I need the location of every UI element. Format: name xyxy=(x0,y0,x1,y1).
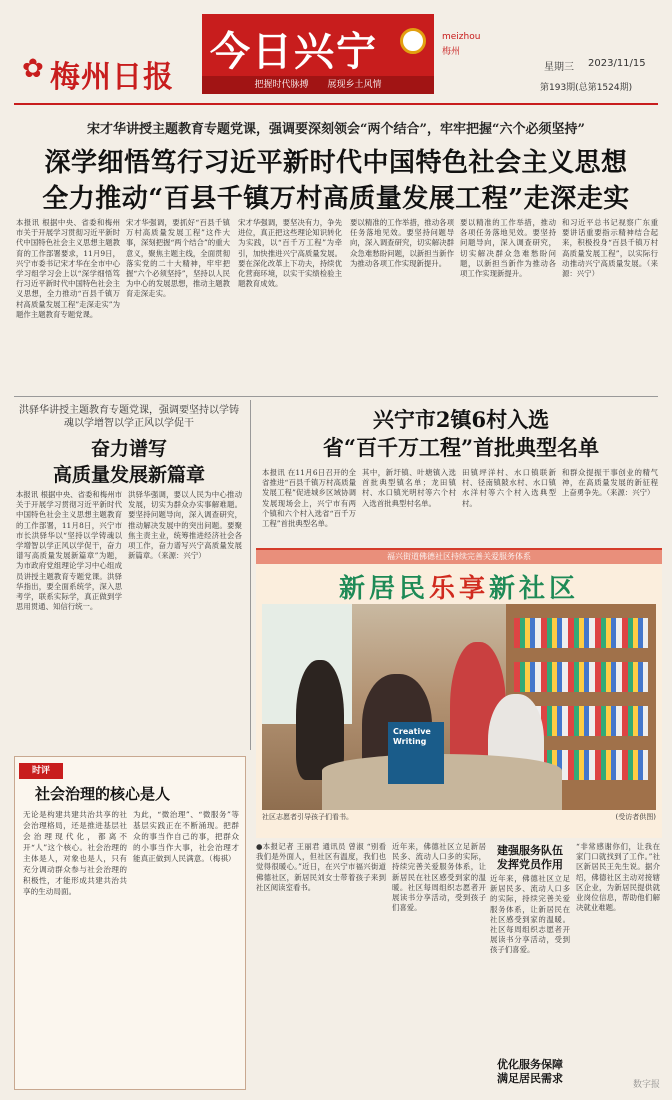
lead-headline-2[interactable]: 全力推动“百县千镇万村高质量发展工程”走深走实 xyxy=(42,184,630,214)
commentary-box xyxy=(14,756,246,1090)
feature-subhead-2b: 满足居民需求 xyxy=(497,1072,563,1085)
lead-column-5b: 要以精准的工作举措，推动各项任务落地见效。要坚持问题导向，深入调查研究，切实解决群众急难愁盼问题，以新担当新作为推动各项工作实现新提升。 xyxy=(460,218,556,279)
feature-subhead-1b: 发挥党员作用 xyxy=(497,858,563,871)
feature-title[interactable] xyxy=(256,568,662,605)
feature-title-part-c: 新社区 xyxy=(489,574,580,604)
commentary-title[interactable]: 社会治理的核心是人 xyxy=(35,785,171,803)
feature-kicker-bar[interactable]: 福兴街道佛德社区持续完善关爱服务体系 xyxy=(256,550,662,564)
issue-date: 2023/11/15 xyxy=(588,58,646,69)
lead-headline-1[interactable]: 深学细悟笃行习近平新时代中国特色社会主义思想 xyxy=(44,148,628,178)
villages-column-3: 田镇坪洋村、水口镇联新村、径南镇陂水村、水口镇水洋村等六个村入选典型村。 xyxy=(462,468,556,508)
second-column-2: 洪驿华强调，要以人民为中心推动发展，切实为群众办实事解难题。要坚持问题导向，深入调查研究，推动解决发展中的突出问题。要聚焦主责主业，统筹推进经济社会各项工作，奋力谱写兴宁高质量发展新篇章。（来源：兴宁） xyxy=(128,490,242,561)
feature-title-part-b: 乐享 xyxy=(428,574,489,604)
section-brand-banner xyxy=(202,14,434,94)
villages-column-2: 其中，新圩镇、叶塘镇入选首批典型镇名单；龙田镇村、水口镇光明村等六个村入选首批典型村名单。 xyxy=(362,468,456,508)
watermark: 数字报 xyxy=(632,1080,660,1090)
shelf-row xyxy=(514,662,648,692)
plum-blossom-logo-icon: ✿ xyxy=(22,54,44,84)
feature-photo[interactable] xyxy=(262,604,656,810)
feature-title-part-a: 新居民 xyxy=(338,574,429,604)
weekday: 星期三 xyxy=(544,62,574,73)
section-title: 今日兴宁 xyxy=(210,28,378,75)
photo-book-cover: Creative Writing xyxy=(388,722,444,784)
feature-column-1: ●本报记者 王丽君 通讯员 曾淑 “别看我们是外面人，但社区有温度，我们也觉得很暖心。”近日，在兴宁市福兴街道佛德社区，新居民刘女士带着孩子来到社区阅读室看书。 xyxy=(256,842,386,892)
lead-column-2: 宋才华强调，要抓好“百县千镇万村高质量发展工程”这件大事，深刻把握“两个结合”的重大意义，聚焦主题主线，全面贯彻落实党的二十大精神，牢牢把握“六个必须坚持”，坚持以人民为中心的发展思想，推动主题教育走深走实。 xyxy=(126,218,230,299)
lead-column-5: 和习近平总书记视察广东重要讲话重要指示精神结合起来，积极投身“百县千镇万村高质量发展工程”，以实际行动推动兴宁高质量发展。（来源：兴宁） xyxy=(562,218,658,279)
city-pinyin: meizhou xyxy=(442,32,481,42)
lead-column-1: 本报讯 根据中央、省委和梅州市关于开展学习贯彻习近平新时代中国特色社会主义思想主题教育的工作部署要求，11月9日，兴宁市委书记宋才华在全市中心学习组学习会上以“深学细悟笃行习近平新时代中国特色社会主义思想，全力推动“百县千镇万村高质量发展工程”走深走实”为题作主题教育专题党课。 xyxy=(16,218,120,319)
section-divider xyxy=(14,396,658,397)
city-emblem-icon xyxy=(400,28,426,54)
commentary-tag: 时评 xyxy=(19,763,63,779)
photo-credit: (受访者供图) xyxy=(615,813,656,821)
commentary-column-2: 为此，“微治理”、“微服务”等基层实践正在不断涌现。把群众的事当作自己的事，把群众的小事当作大事，社会治理才能真正做到人民满意。（梅祺） xyxy=(133,810,239,863)
masthead xyxy=(0,0,672,104)
feature-column-4: “非常感谢你们，让我在家门口就找到了工作。”社区新居民王先生说。据介绍，佛德社区主动对接辖区企业，为新居民提供就业岗位信息，帮助他们解决就业难题。 xyxy=(576,842,660,913)
commentary-column-1: 无论是构建共建共治共享的社会治理格局，还是推进基层社会治理现代化，都离不开“人”这个核心。社会治理的主体是人，对象也是人，只有充分调动群众参与社会治理的积极性，才能形成共建共治共享的生动局面。 xyxy=(23,810,127,896)
lead-column-4: 要以精准的工作举措，推动各项任务落地见效。要坚持问题导向，深入调查研究，切实解决群众急难愁盼问题，以新担当新作为推动各项工作实现新提升。 xyxy=(350,218,454,268)
masthead-rule xyxy=(14,103,658,105)
paper-name[interactable]: 梅州日报 xyxy=(50,60,174,95)
slogan-left: 把握时代脉搏 xyxy=(254,80,309,90)
villages-title-1[interactable]: 兴宁市2镇6村入选 xyxy=(372,407,550,432)
feature-column-2: 近年来，佛德社区立足新居民多、流动人口多的实际，持续完善关爱服务体系，让新居民在社区感受到家的温暖。社区每周组织志愿者开展读书分享活动，受到孩子们喜爱。 xyxy=(392,842,486,913)
column-divider xyxy=(250,400,251,750)
slogan-right: 展现乡土风情 xyxy=(327,80,382,90)
feature-subhead-2: 优化服务保障 xyxy=(497,1058,563,1071)
issue-number: 第193期(总第1524期) xyxy=(540,83,633,93)
second-title-2[interactable]: 高质量发展新篇章 xyxy=(52,464,205,486)
caption-text: 社区志愿者引导孩子们看书。 xyxy=(262,813,353,821)
villages-column-4: 和群众提振干事创业的精气神，在高质量发展的新征程上奋勇争先。（来源：兴宁） xyxy=(562,468,658,498)
slogan-bar xyxy=(202,76,434,94)
second-column-1: 本报讯 根据中央、省委和梅州市关于开展学习贯彻习近平新时代中国特色社会主义思想主题教育的工作部署，11月8日，兴宁市市长洪驿华以“坚持以学铸魂以学增智以学正风以学促干，奋力谱写高质量发展新篇章”为题，为市政府党组理论学习中心组成员讲授主题教育专题党课。洪驿华指出，要全面系统学，深入思考学，联系实际学，真正做到学思用贯通、知信行统一。 xyxy=(16,490,122,612)
feature-story xyxy=(256,548,662,838)
villages-title-2[interactable]: 省“百千万工程”首批典型名单 xyxy=(322,435,600,460)
city-name: 梅州 xyxy=(442,47,461,57)
feature-subhead-1: 建强服务队伍 xyxy=(497,844,563,857)
second-title-1[interactable]: 奋力谱写 xyxy=(90,438,167,460)
lead-kicker[interactable]: 宋才华讲授主题教育专题党课，强调要深刻领会“两个结合”，牢牢把握“六个必须坚持” xyxy=(87,122,585,137)
villages-column-1: 本报讯 在11月6日召开的全省推进“百县千镇万村高质量发展工程”促进城乡区域协调发展现场会上，兴宁市有两个镇和六个村入选省“百千万工程”首批典型名单。 xyxy=(262,468,356,529)
lead-column-3: 宋才华强调，要坚决有力，争先进位，真正把这些理论知识转化为实践，以“百千万工程”为牵引，加快推进兴宁高质量发展。要在深化改革上下功夫，持续优化营商环境，以实干实绩检验主题教育成效。 xyxy=(238,218,342,289)
second-kicker[interactable]: 洪驿华讲授主题教育专题党课，强调要坚持以学铸魂以学增智以学正风以学促干 xyxy=(19,405,239,429)
shelf-row xyxy=(514,618,648,648)
feature-column-3: 近年来，佛德社区立足新居民多、流动人口多的实际，持续完善关爱服务体系，让新居民在社区感受到家的温暖。社区每周组织志愿者开展读书分享活动，受到孩子们喜爱。 xyxy=(490,874,570,955)
photo-caption xyxy=(262,812,656,822)
